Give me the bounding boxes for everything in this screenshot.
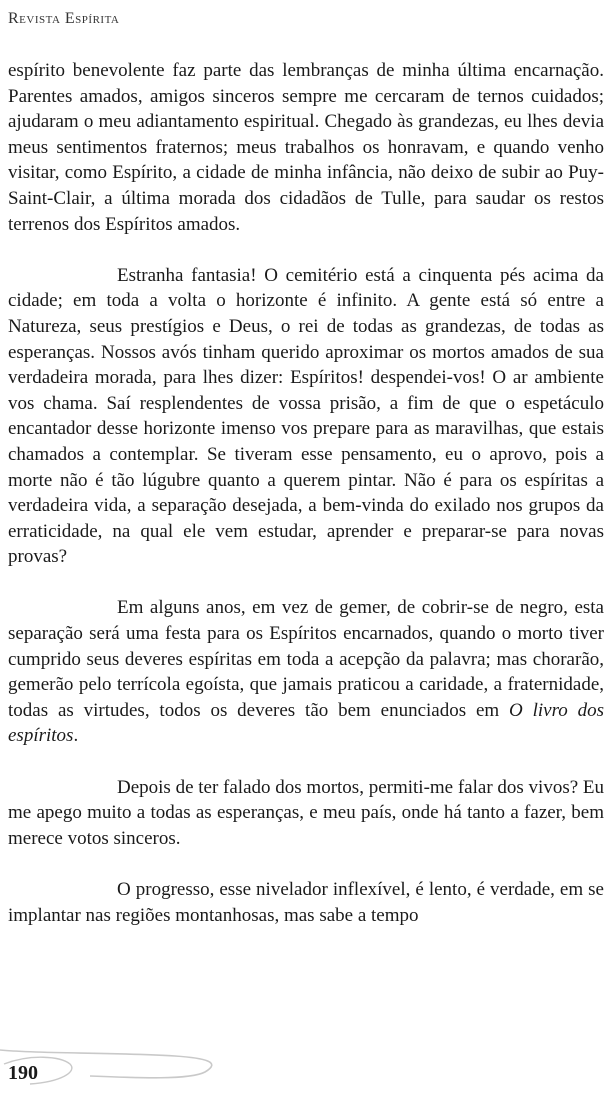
page-body: [8, 58, 604, 954]
paragraph-cemetery: Estranha fantasia! O cemitério está a cinquenta pés acima da cidade; em toda a volta o horizonte é infinito. A gente está só entre a Natureza, seus prestígios e Deus, o rei de todas as grandezas, de todas as esperanças. Nossos avós tinham querido aproximar os mortos amados de sua verdadeira morada, para lhes dizer: Espíritos! despendei-vos! O ar ambiente vos chama. Saí resplendentes de vossa prisão, a fim de que o espetáculo encantador desse horizonte imenso vos prepare para as maravilhas, que estais chamados a contemplar. Se tiveram esse pensamento, eu o aprovo, pois a morte não é tão lúgubre quanto a querem pintar. Não é para os espíritas a verdadeira vida, a separação desejada, a bem-vinda do exilado nos grupos da erraticidade, na qual ele vem estudar, aprender e preparar-se para novas provas?: [8, 264, 604, 568]
running-header: Revista Espírita: [8, 10, 120, 27]
paragraph-separation-text: Em alguns anos, em vez de gemer, de cobrir-se de negro, esta separação será uma festa para os Espíritos encarnados, quando o morto tiver cumprido seus deveres espíritas em toda a acepção da palavra; mas chorarão, gemerão pelo terrícola egoísta, que jamais praticou a caridade, a fraternidade, todas as virtudes, todos os deveres tão bem enunciados em: [8, 597, 604, 721]
paragraph-continuation: espírito benevolente faz parte das lembranças de minha última encarnação. Parentes amados, amigos sinceros sempre me cercaram de ternos cuidados; ajudaram o meu adiantamento espiritual. Chegado às grandezas, eu lhes devia meus sentimentos fraternos; meus trabalhos os honravam, e quando venho visitar, como Espírito, a cidade de minha infância, não deixo de subir ao Puy-Saint-Clair, a última morada dos cidadãos de Tulle, para saudar os restos terrenos dos Espíritos amados.: [8, 60, 604, 235]
book-title: O livro dos espíritos: [8, 699, 604, 747]
paragraph-progress: O progresso, esse nivelador inflexível, é lento, é verdade, em se implantar nas regiões montanhosas, mas sabe a tempo: [8, 879, 604, 926]
page-number: 190: [8, 1062, 38, 1084]
paragraph-separation-end: .: [73, 725, 79, 747]
paragraph-separation: [8, 595, 604, 749]
paragraph-living: Depois de ter falado dos mortos, permiti-me falar dos vivos? Eu me apego muito a todas as esperanças, e meu país, onde há tanto a fazer, bem merece votos sinceros.: [8, 776, 605, 849]
